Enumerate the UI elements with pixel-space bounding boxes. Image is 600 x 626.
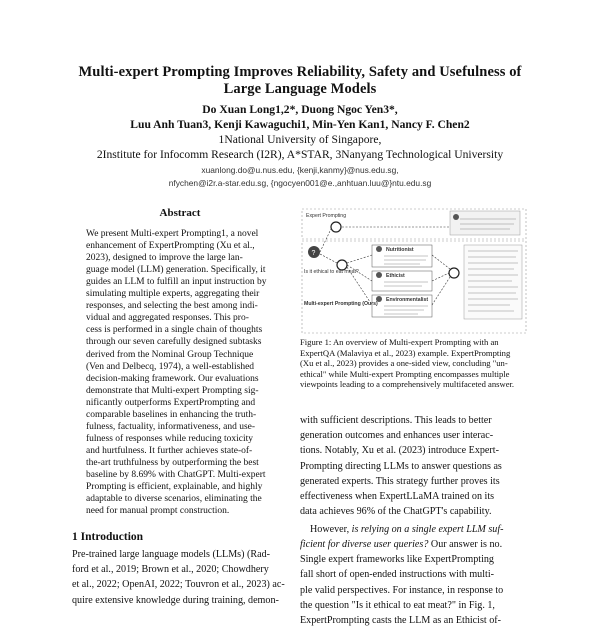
abstract-line: 2023), designed to improve the large lan- <box>86 253 243 264</box>
p2-lead-in: However, <box>310 524 352 535</box>
p2-question-italic-cont: ficient for diverse user queries? <box>300 539 429 550</box>
expert-avatar-icon <box>453 214 459 220</box>
body-line: ExpertPrompting casts the LLM as an Ethicist of- <box>300 615 501 626</box>
llm-icon <box>331 222 341 232</box>
body-line: data achieves 96% of the ChatGPT's capability. <box>300 506 492 518</box>
abstract-line: guides an LLM to fulfill an input instruction by <box>86 277 267 288</box>
abstract-line: baseline by 8.69% with ChatGPT. Multi-expert <box>86 470 266 480</box>
body-line: fall short of open-ended instructions with multi- <box>300 569 494 581</box>
body-line: generated experts. This strategy further proves its <box>300 475 500 487</box>
abstract-line: enhancement of ExpertPrompting (Xu et al., <box>86 241 255 252</box>
affiliation-line-1: 1National University of Singapore, <box>218 133 382 146</box>
figure-1-diagram <box>300 207 528 335</box>
abstract-heading: Abstract <box>159 207 201 219</box>
caption-line: Figure 1: An overview of Multi-expert Prompting with an <box>300 337 499 347</box>
expert-3-name: Environmentalist <box>386 297 429 303</box>
abstract-line: responses, and selecting the best among indi- <box>86 301 258 312</box>
abstract-line: adaptable to diverse scenarios, eliminating the <box>86 494 262 505</box>
p2-answer: Our answer is no. <box>428 539 503 550</box>
caption-line: ExpertQA (Malaviya et al., 2023) example. ExpertPrompting <box>300 347 511 358</box>
paper-title-line-1: Multi-expert Prompting Improves Reliability, Safety and Usefulness of <box>78 64 522 80</box>
abstract-line: and hurtfulness. It further achieves state-of- <box>86 445 253 456</box>
abstract-line: simulating multiple experts, aggregating their <box>86 289 260 300</box>
email-line-2: nfychen@i2r.a-star.edu.sg, {ngocyen001@e.,anhtuan.luu@}ntu.edu.sg <box>168 178 432 188</box>
p2-question-italic: is relying on a single expert LLM suf- <box>351 524 504 535</box>
abstract-line: through our seven carefully designed subtasks <box>86 337 262 348</box>
abstract-line: derived from the Nominal Group Technique <box>86 349 254 360</box>
aggregated-answer-box <box>464 245 522 319</box>
body-line: generation outcomes and enhances user interac- <box>300 430 494 442</box>
abstract-line: need for manual prompt construction. <box>86 506 230 517</box>
introduction-heading: 1 Introduction <box>72 531 144 543</box>
caption-line: ethical" while Multi-expert Prompting encompasses multiple <box>300 368 510 379</box>
affiliation-line-2: 2Institute for Infocomm Research (I2R), A*STAR, 3Nanyang Technological University <box>96 148 504 161</box>
abstract-line: vidual and aggregated responses. This pro- <box>86 313 249 324</box>
abstract-line: demonstrate that Multi-expert Prompting sig- <box>86 385 259 396</box>
body-line <box>300 539 502 550</box>
multi-expert-label: Multi-expert Prompting (Ours) <box>304 301 378 307</box>
paper-title-line-2: Large Language Models <box>223 81 377 97</box>
introduction-line: ford et al., 2019; Brown et al., 2020; Chowdhery <box>72 564 269 576</box>
body-line: effectiveness when ExpertLLaMA trained on its <box>300 491 495 502</box>
abstract-line: fulness, factuality, informativeness, and use- <box>86 421 256 432</box>
abstract-line: (Ven and Delbecq, 1974), a well-established <box>86 361 255 372</box>
expert-2-name: Ethicist <box>386 273 405 279</box>
abstract-line: decision-making framework. Our evaluations <box>86 373 259 384</box>
abstract-line: nificantly outperforms ExpertPrompting and <box>86 397 256 408</box>
caption-line: viewpoints leading to a comprehensively multifaceted answer. <box>300 379 515 389</box>
introduction-line: et al., 2022; OpenAI, 2022; Touvron et al., 2023) ac- <box>72 579 285 591</box>
body-line: ple valid perspectives. For instance, in response to <box>300 584 504 596</box>
caption-line: (Xu et al., 2023) provides a one-sided view, concluding "un- <box>300 358 508 368</box>
expert-1-name: Nutritionist <box>386 247 414 253</box>
svg-text:?: ? <box>311 250 316 257</box>
body-line: the question "Is it ethical to eat meat?" in Fig. 1, <box>300 599 495 611</box>
abstract-line: fulness of responses while reducing toxicity <box>86 433 254 444</box>
introduction-line: Pre-trained large language models (LLMs) (Rad- <box>72 549 270 560</box>
question-label: Is it ethical to eat meat? <box>304 269 359 275</box>
email-line-1: xuanlong.do@u.nus.edu, {kenji,kanmy}@nus.edu.sg, <box>201 165 399 175</box>
body-line: tions. Notably, Xu et al. (2023) introduce Expert- <box>300 445 499 457</box>
introduction-line: quire extensive knowledge during training, demon- <box>72 594 279 606</box>
body-line: with sufficient descriptions. This leads to better <box>300 415 492 426</box>
abstract-line: cess is performed in a single chain of thoughts <box>86 325 263 336</box>
body-line: Prompting directing LLMs to answer questions as <box>300 460 502 472</box>
abstract-line: the-art truthfulness by outperforming the best <box>86 457 259 468</box>
abstract-line: guage model (LLM) generation. Specifically, it <box>86 265 266 276</box>
single-expert-answer-box <box>450 211 520 235</box>
abstract-line: comparable baselines in enhancing the truth- <box>86 409 257 420</box>
authors-line-1: Do Xuan Long1,2*, Duong Ngoc Yen3*, <box>202 103 398 116</box>
authors-line-2: Luu Anh Tuan3, Kenji Kawaguchi1, Min-Yen Kan1, Nancy F. Chen2 <box>130 118 470 131</box>
expert-prompting-label: Expert Prompting <box>306 213 347 219</box>
abstract-line: We present Multi-expert Prompting1, a novel <box>86 229 259 239</box>
right-paragraph-2-first-line <box>300 524 504 535</box>
body-line: Single expert frameworks like ExpertPrompting <box>300 554 494 566</box>
abstract-line: Prompting is efficient, explainable, and highly <box>86 482 263 493</box>
llm-icon <box>449 268 459 278</box>
